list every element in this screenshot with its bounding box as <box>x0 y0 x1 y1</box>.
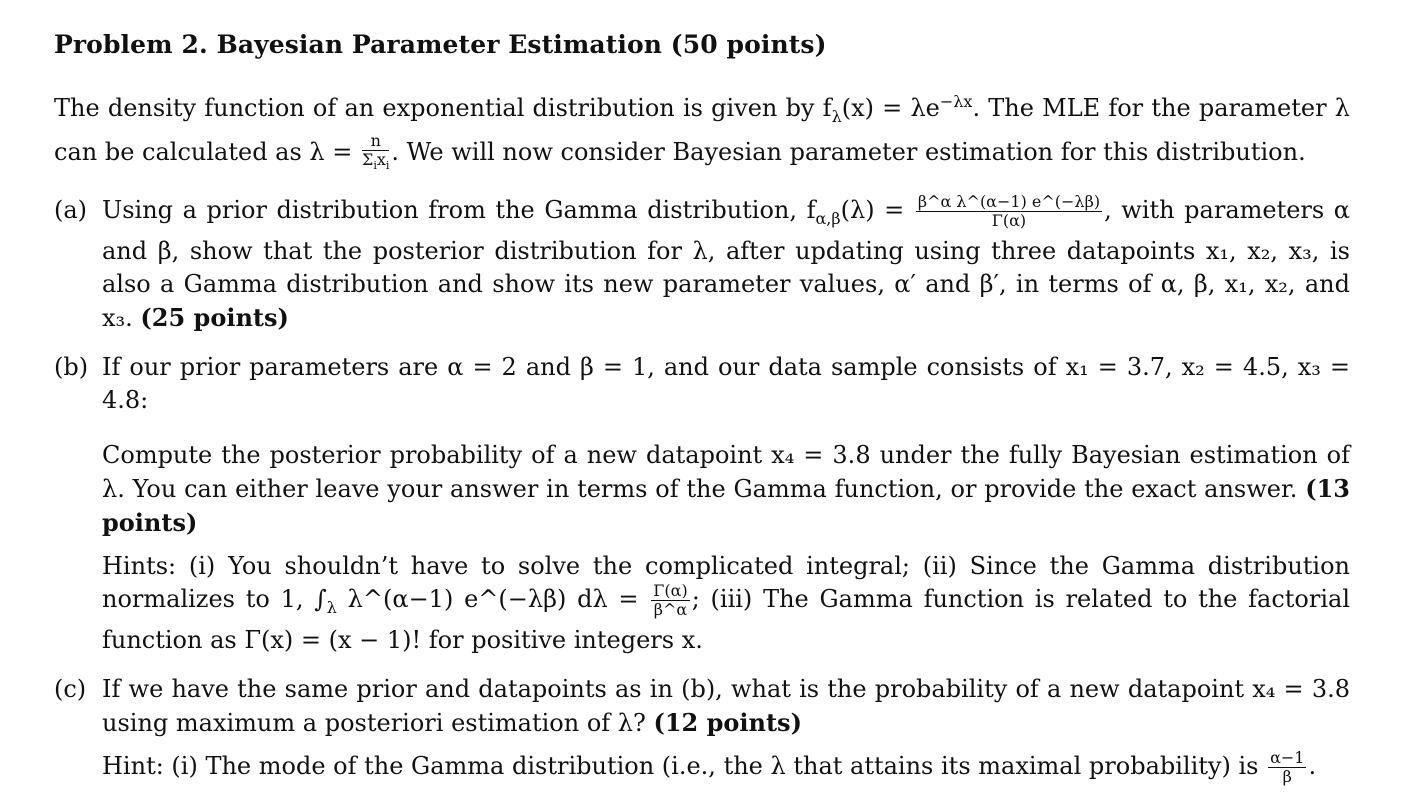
part-a-label: (a) <box>54 195 88 224</box>
mode-fraction <box>1268 747 1306 786</box>
part-b-text2: Compute the posterior probability of a new datapoint x₄ = 3.8 under the fully Bayesian estimation of λ. You can either leave your answer in terms of the Gamma function, or provide the exact answer. <box>102 440 1350 503</box>
part-c-label: (c) <box>54 674 87 703</box>
part-a-text3: , with parameters α and β, show that the posterior distribution for λ, after updating using three datapoints x₁, x₂, x₃, is also a Gamma distribution and show its new parameter values, α′ and β′, in terms of α, β, x₁, x₂, and x₃. <box>102 195 1351 332</box>
part-c <box>54 673 1350 785</box>
gamma-pdf-fraction <box>916 191 1102 230</box>
mode-denominator: β <box>1282 766 1292 786</box>
part-a <box>54 191 1351 335</box>
gamma-pdf-numerator: β^α λ^(α−1) e^(−λβ) <box>917 191 1101 211</box>
part-b-hints <box>102 550 1350 657</box>
mle-fraction <box>362 130 390 174</box>
mle-denominator <box>362 151 389 174</box>
part-b <box>54 351 1350 657</box>
mle-den-sigma: Σ <box>362 149 374 169</box>
part-c-text1: If we have the same prior and datapoints as in (b), what is the probability of a new datapoint x₄ = 3.8 using maximum a posteriori estimation of λ? <box>102 674 1350 737</box>
part-c-points: (12 points) <box>653 707 802 737</box>
intro-line1-sup: −λx <box>939 92 973 111</box>
mle-den-sub: i <box>373 158 377 172</box>
mle-numerator: n <box>362 133 389 151</box>
intro-line1-end: . The MLE for the parameter <box>972 94 1327 122</box>
normalization-denominator: β^α <box>653 599 688 619</box>
normalization-numerator: Γ(α) <box>653 580 688 600</box>
mode-numerator: α−1 <box>1270 747 1305 767</box>
intro-line1-sub: λ <box>831 106 842 126</box>
part-c-hint2: . <box>1308 751 1317 780</box>
problem-title: Problem 2. Bayesian Parameter Estimation (50 points) <box>54 30 827 59</box>
part-c-hint <box>102 747 1350 786</box>
part-b-hint2: λ^(α−1) e^(−λβ) dλ = <box>336 584 650 613</box>
part-b-text1: If our prior parameters are α = 2 and β = 1, and our data sample consists of x₁ = 3.7, x₂ = 4.5, x₃ = 4.8: <box>102 352 1350 414</box>
intro-paragraph <box>54 85 1350 174</box>
part-b-hint1: Hints: (i) You shouldn’t have to solve the complicated integral; (ii) Since the Gamma distribution normalizes to 1, ∫ <box>102 551 1350 613</box>
part-c-hint1: Hint: (i) The mode of the Gamma distribution (i.e., the λ that attains its maximal probability) is <box>102 751 1267 780</box>
part-b-hint3: ; (iii) The Gamma function is related to the factorial function as Γ(x) = (x − 1)! for positive integers x. <box>102 584 1350 654</box>
mle-den-var-sub: i <box>385 158 390 172</box>
intro-line1-start: The density function of an exponential distribution is given by f <box>54 94 832 122</box>
part-a-sub: α,β <box>815 208 841 228</box>
normalization-fraction <box>651 580 689 619</box>
mle-den-var: x <box>376 149 386 169</box>
intro-line2-end: . We will now consider Bayesian parameter estimation for this distribution. <box>391 137 1306 166</box>
part-b-points: (13 points) <box>102 473 1350 537</box>
part-a-points: (25 points) <box>140 302 289 332</box>
part-b-hint-sub: λ <box>326 597 337 617</box>
part-b-label: (b) <box>54 352 89 381</box>
intro-line2-start: λ can be calculated as λ = <box>54 94 1350 166</box>
intro-line1-mid: (x) = λe <box>841 94 940 122</box>
part-a-text2: (λ) = <box>840 195 914 224</box>
gamma-pdf-denominator: Γ(α) <box>991 210 1027 230</box>
part-a-text1: Using a prior distribution from the Gamma distribution, f <box>102 195 816 224</box>
part-b-question <box>102 439 1350 540</box>
